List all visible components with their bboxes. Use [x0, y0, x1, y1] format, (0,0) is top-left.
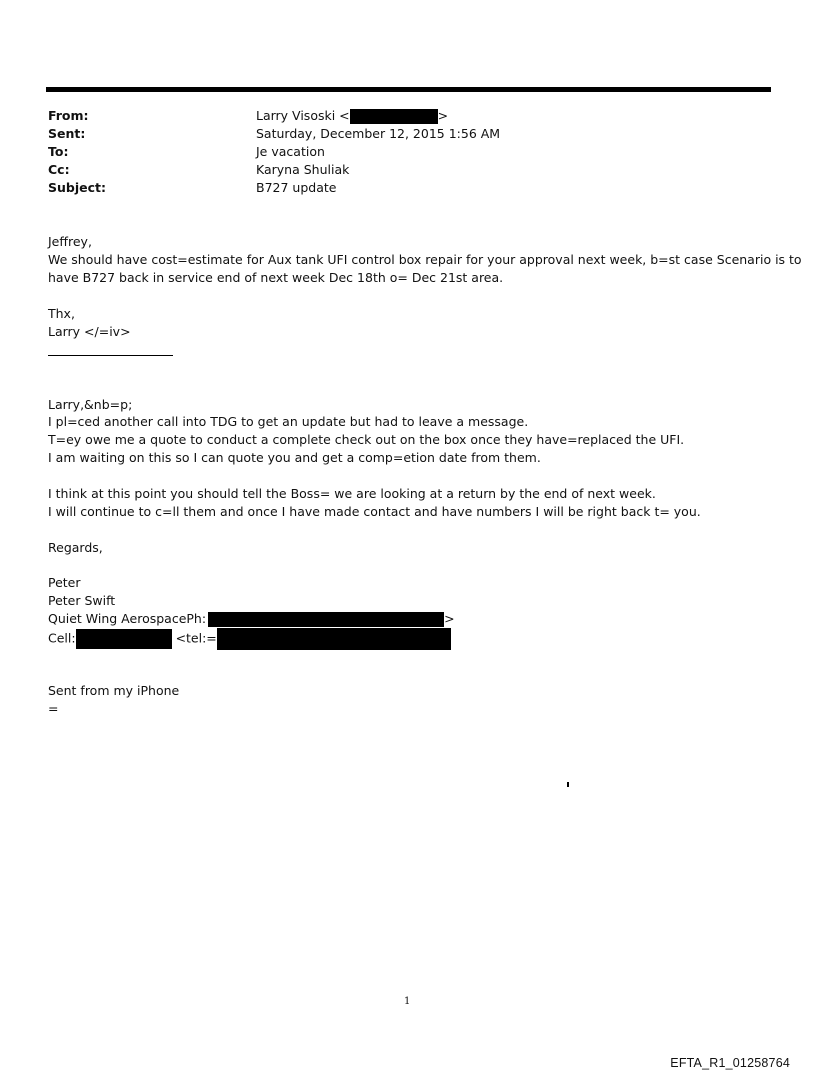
- from-value: [256, 107, 448, 125]
- sent-value: Saturday, December 12, 2015 1:56 AM: [256, 126, 501, 141]
- subject-value: B727 update: [256, 180, 337, 195]
- subject-row: [48, 179, 337, 197]
- message-signoff: Larry </=iv>: [48, 324, 131, 339]
- signature-first: Peter: [48, 575, 81, 590]
- redaction-block: [208, 612, 444, 627]
- cell-label: Cell:: [48, 630, 76, 646]
- quoted-line: I pl=ced another call into TDG to get an update but had to leave a message.: [48, 414, 529, 429]
- redaction-block: [217, 628, 451, 650]
- quoted-line: I think at this point you should tell the Boss= we are looking at a return by the end of next week.: [48, 486, 656, 501]
- signature-company: [48, 610, 455, 628]
- quoted-regards: Regards,: [48, 540, 103, 555]
- from-label: From:: [48, 108, 89, 123]
- trailer-mark: =: [48, 701, 59, 716]
- from-row: [48, 107, 449, 125]
- quoted-greeting: Larry,&nb=p;: [48, 397, 133, 412]
- company-label: Quiet Wing AerospacePh:: [48, 611, 207, 626]
- signature-full: Peter Swift: [48, 593, 116, 608]
- company-close: >: [444, 611, 455, 626]
- sent-row: [48, 125, 501, 143]
- subject-label: Subject:: [48, 180, 106, 195]
- quoted-line: I am waiting on this so I can quote you and get a comp=etion date from them.: [48, 450, 541, 465]
- cc-value: Karyna Shuliak: [256, 162, 350, 177]
- to-value: Je vacation: [256, 144, 325, 159]
- page-number: 1: [404, 996, 411, 1007]
- tel-label: <tel:=: [175, 630, 217, 646]
- quoted-line: I will continue to c=ll them and once I have made contact and have numbers I will be right back t= you.: [48, 504, 701, 519]
- quoted-line: T=ey owe me a quote to conduct a complete check out on the box once they have=replaced the UFI.: [48, 432, 685, 447]
- from-close: >: [437, 108, 449, 123]
- stray-mark: [567, 782, 569, 787]
- message-greeting: Jeffrey,: [48, 234, 92, 249]
- to-row: [48, 143, 325, 161]
- message-thanks: Thx,: [48, 306, 75, 321]
- from-name: Larry Visoski <: [256, 108, 350, 123]
- cc-row: [48, 161, 350, 179]
- header-rule: [46, 87, 771, 92]
- message-line: We should have cost=estimate for Aux tank UFI control box repair for your approval next week, b=st case Scenario is to: [48, 252, 802, 267]
- quote-separator: [48, 355, 173, 356]
- signature-cell: [48, 628, 451, 650]
- redaction-block: [350, 109, 438, 124]
- message-line: have B727 back in service end of next week Dec 18th o= Dec 21st area.: [48, 270, 504, 285]
- sent-label: Sent:: [48, 126, 86, 141]
- redaction-block: [76, 629, 172, 649]
- sent-from: Sent from my iPhone: [48, 683, 180, 698]
- document-id: EFTA_R1_01258764: [670, 1056, 790, 1070]
- to-label: To:: [48, 144, 69, 159]
- cc-label: Cc:: [48, 162, 70, 177]
